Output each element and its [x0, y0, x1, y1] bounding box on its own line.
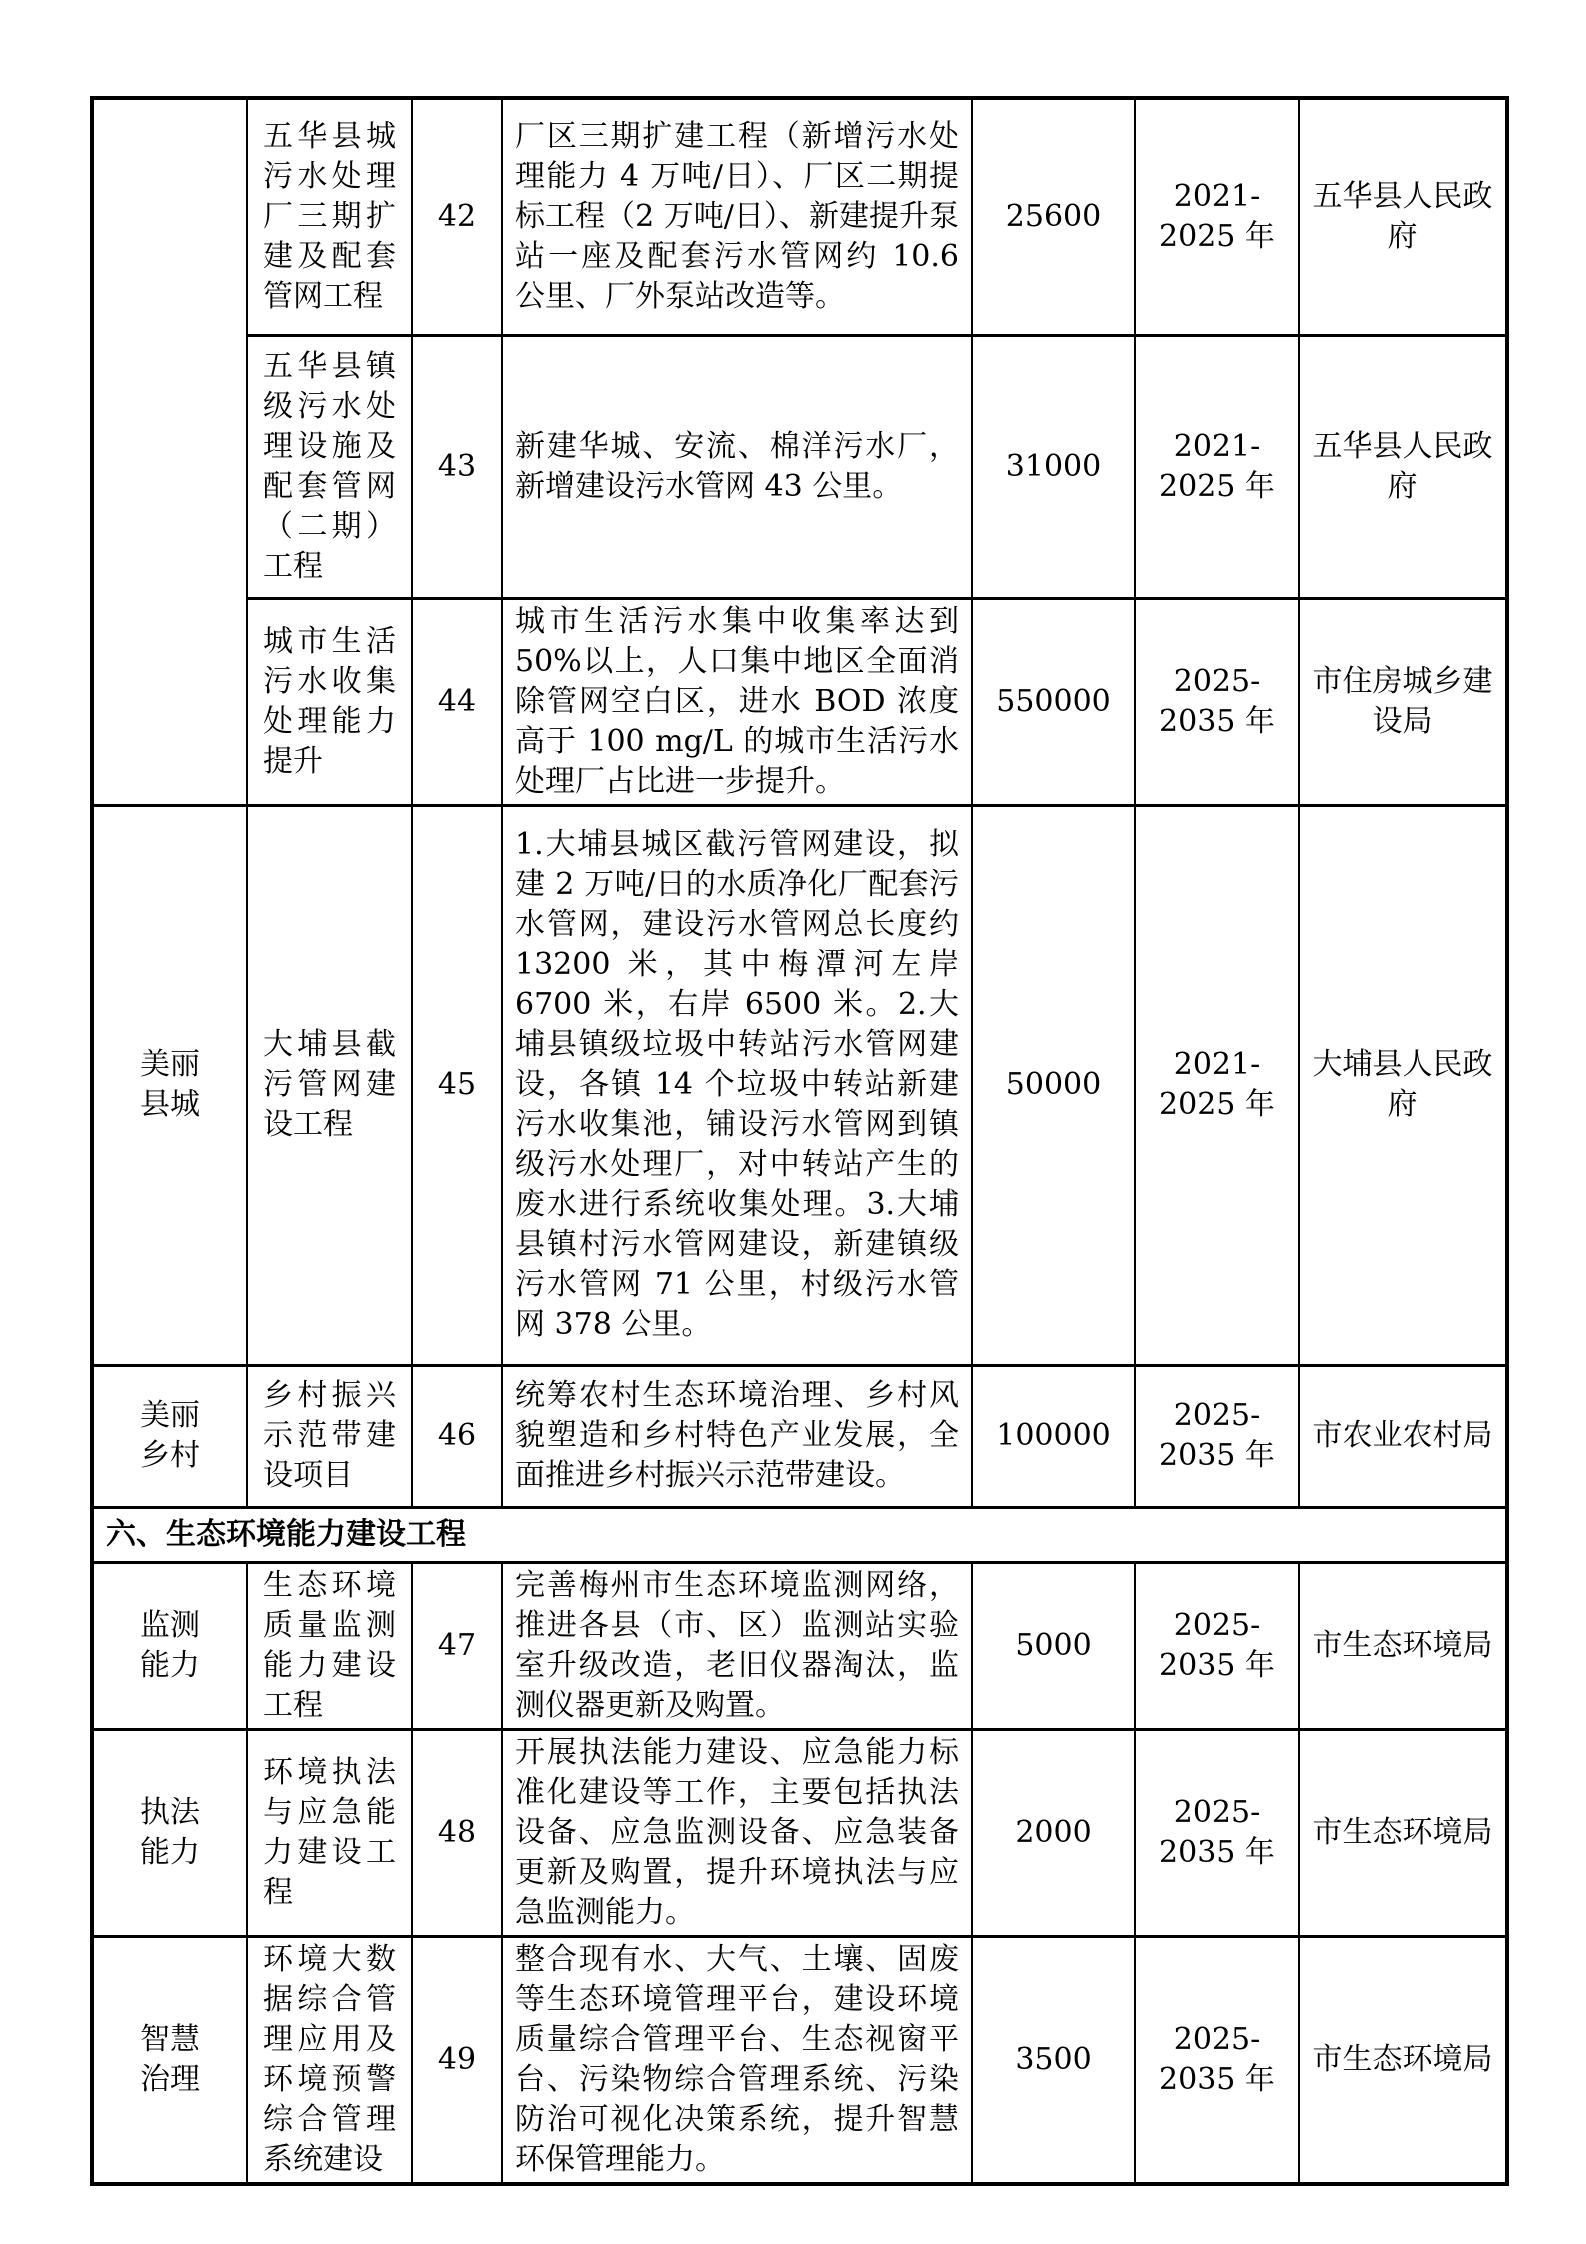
- description-cell: 厂区三期扩建工程（新增污水处理能力 4 万吨/日）、厂区二期提标工程（2 万吨/日）、新建提升泵站一座及配套污水管网约 10.6 公里、厂外泵站改造等。: [502, 98, 972, 335]
- project-name-cell: 城市生活污水收集处理能力提升: [247, 598, 412, 805]
- period-line-1: 2025-: [1173, 1607, 1261, 1643]
- category-line-1: 监测: [140, 1607, 200, 1643]
- project-name-cell: 乡村振兴示范带建设项目: [247, 1365, 412, 1507]
- period-line-2: 2035 年: [1159, 1647, 1275, 1683]
- period-line-1: 2021-: [1173, 1047, 1261, 1082]
- responsible-unit-cell: 大埔县人民政府: [1299, 805, 1507, 1365]
- responsible-unit-cell: 市生态环境局: [1299, 1936, 1507, 2184]
- table-row: [92, 805, 1507, 1365]
- investment-cell: 3500: [972, 1936, 1135, 2184]
- investment-cell: 50000: [972, 805, 1135, 1365]
- period-line-1: 2025-: [1173, 663, 1261, 699]
- table-row: [92, 335, 1507, 598]
- period-cell: [1135, 1562, 1299, 1729]
- responsible-unit-cell: 市生态环境局: [1299, 1562, 1507, 1729]
- description-cell: 整合现有水、大气、土壤、固废等生态环境管理平台，建设环境质量综合管理平台、生态视窗平台、污染物综合管理系统、污染防治可视化决策系统，提升智慧环保管理能力。: [502, 1936, 972, 2184]
- responsible-unit-cell: 五华县人民政府: [1299, 335, 1507, 598]
- investment-cell: 2000: [972, 1729, 1135, 1936]
- investment-cell: 31000: [972, 335, 1135, 598]
- description-cell: 城市生活污水集中收集率达到50%以上，人口集中地区全面消除管网空白区，进水 BOD 浓度高于 100 mg/L 的城市生活污水处理厂占比进一步提升。: [502, 598, 972, 805]
- projects-table: [90, 96, 1509, 2186]
- responsible-unit-cell: 市生态环境局: [1299, 1729, 1507, 1936]
- category-cell-empty: [92, 98, 247, 805]
- project-name-cell: 大埔县截污管网建设工程: [247, 805, 412, 1365]
- seq-no-cell: 43: [412, 335, 502, 598]
- category-cell: [92, 1729, 247, 1936]
- table-row: [92, 1936, 1507, 2184]
- period-line-1: 2025-: [1173, 2021, 1261, 2057]
- period-line-2: 2025 年: [1159, 1087, 1275, 1122]
- period-line-2: 2025 年: [1159, 218, 1275, 254]
- description-cell: 新建华城、安流、棉洋污水厂，新增建设污水管网 43 公里。: [502, 335, 972, 598]
- table-row: [92, 1729, 1507, 1936]
- description-cell: 1.大埔县城区截污管网建设，拟建 2 万吨/日的水质净化厂配套污水管网，建设污水管网总长度约 13200 米，其中梅潭河左岸 6700 米，右岸 6500 米。2.大埔县镇级垃圾中转站污水管网建设，各镇 14 个垃圾中转站新建污水收集池，铺设污水管网到镇级污水处理厂，对中转站产生的废水进行系统收集处理。3.大埔县镇村污水管网建设，新建镇级污水管网 71 公里，村级污水管网 378 公里。: [502, 805, 972, 1365]
- description-cell: 统筹农村生态环境治理、乡村风貌塑造和乡村特色产业发展，全面推进乡村振兴示范带建设。: [502, 1365, 972, 1507]
- category-cell: [92, 805, 247, 1365]
- period-cell: [1135, 1936, 1299, 2184]
- investment-cell: 25600: [972, 98, 1135, 335]
- period-line-1: 2025-: [1173, 1794, 1261, 1830]
- project-name-cell: 五华县镇级污水处理设施及配套管网（二期）工程: [247, 335, 412, 598]
- description-cell: 完善梅州市生态环境监测网络，推进各县（市、区）监测站实验室升级改造，老旧仪器淘汰，监测仪器更新及购置。: [502, 1562, 972, 1729]
- responsible-unit-cell: 市住房城乡建设局: [1299, 598, 1507, 805]
- section-header-row: [92, 1507, 1507, 1562]
- category-cell: [92, 1365, 247, 1507]
- project-name-cell: 环境执法与应急能力建设工程: [247, 1729, 412, 1936]
- seq-no-cell: 47: [412, 1562, 502, 1729]
- period-line-1: 2021-: [1173, 428, 1261, 464]
- period-line-2: 2035 年: [1159, 1438, 1275, 1473]
- table-row: [92, 598, 1507, 805]
- period-line-1: 2021-: [1173, 178, 1261, 214]
- period-cell: [1135, 1365, 1299, 1507]
- category-cell: [92, 1562, 247, 1729]
- category-cell: [92, 1936, 247, 2184]
- seq-no-cell: 45: [412, 805, 502, 1365]
- period-cell: [1135, 805, 1299, 1365]
- category-line-2: 治理: [140, 2061, 200, 2097]
- category-line-2: 能力: [140, 1834, 200, 1870]
- investment-cell: 550000: [972, 598, 1135, 805]
- category-line-1: 智慧: [140, 2021, 200, 2057]
- period-cell: [1135, 598, 1299, 805]
- seq-no-cell: 44: [412, 598, 502, 805]
- seq-no-cell: 49: [412, 1936, 502, 2184]
- seq-no-cell: 46: [412, 1365, 502, 1507]
- section-header: 六、生态环境能力建设工程: [92, 1507, 1507, 1562]
- category-line-2: 乡村: [140, 1438, 200, 1473]
- description-cell: 开展执法能力建设、应急能力标准化建设等工作，主要包括执法设备、应急监测设备、应急装备更新及购置，提升环境执法与应急监测能力。: [502, 1729, 972, 1936]
- category-line-1: 美丽: [140, 1047, 200, 1082]
- period-line-2: 2025 年: [1159, 468, 1275, 504]
- period-line-2: 2035 年: [1159, 703, 1275, 739]
- period-line-2: 2035 年: [1159, 2061, 1275, 2097]
- responsible-unit-cell: 市农业农村局: [1299, 1365, 1507, 1507]
- seq-no-cell: 48: [412, 1729, 502, 1936]
- project-name-cell: 环境大数据综合管理应用及环境预警综合管理系统建设: [247, 1936, 412, 2184]
- project-name-cell: 生态环境质量监测能力建设工程: [247, 1562, 412, 1729]
- responsible-unit-cell: 五华县人民政府: [1299, 98, 1507, 335]
- period-cell: [1135, 1729, 1299, 1936]
- period-line-2: 2035 年: [1159, 1834, 1275, 1870]
- project-name-cell: 五华县城污水处理厂三期扩建及配套管网工程: [247, 98, 412, 335]
- category-line-2: 能力: [140, 1647, 200, 1683]
- period-cell: [1135, 335, 1299, 598]
- investment-cell: 100000: [972, 1365, 1135, 1507]
- seq-no-cell: 42: [412, 98, 502, 335]
- table-row: [92, 1562, 1507, 1729]
- period-line-1: 2025-: [1173, 1398, 1261, 1433]
- investment-cell: 5000: [972, 1562, 1135, 1729]
- category-line-1: 美丽: [140, 1398, 200, 1433]
- table-row: [92, 98, 1507, 335]
- period-cell: [1135, 98, 1299, 335]
- category-line-1: 执法: [140, 1794, 200, 1830]
- category-line-2: 县城: [140, 1087, 200, 1122]
- table-row: [92, 1365, 1507, 1507]
